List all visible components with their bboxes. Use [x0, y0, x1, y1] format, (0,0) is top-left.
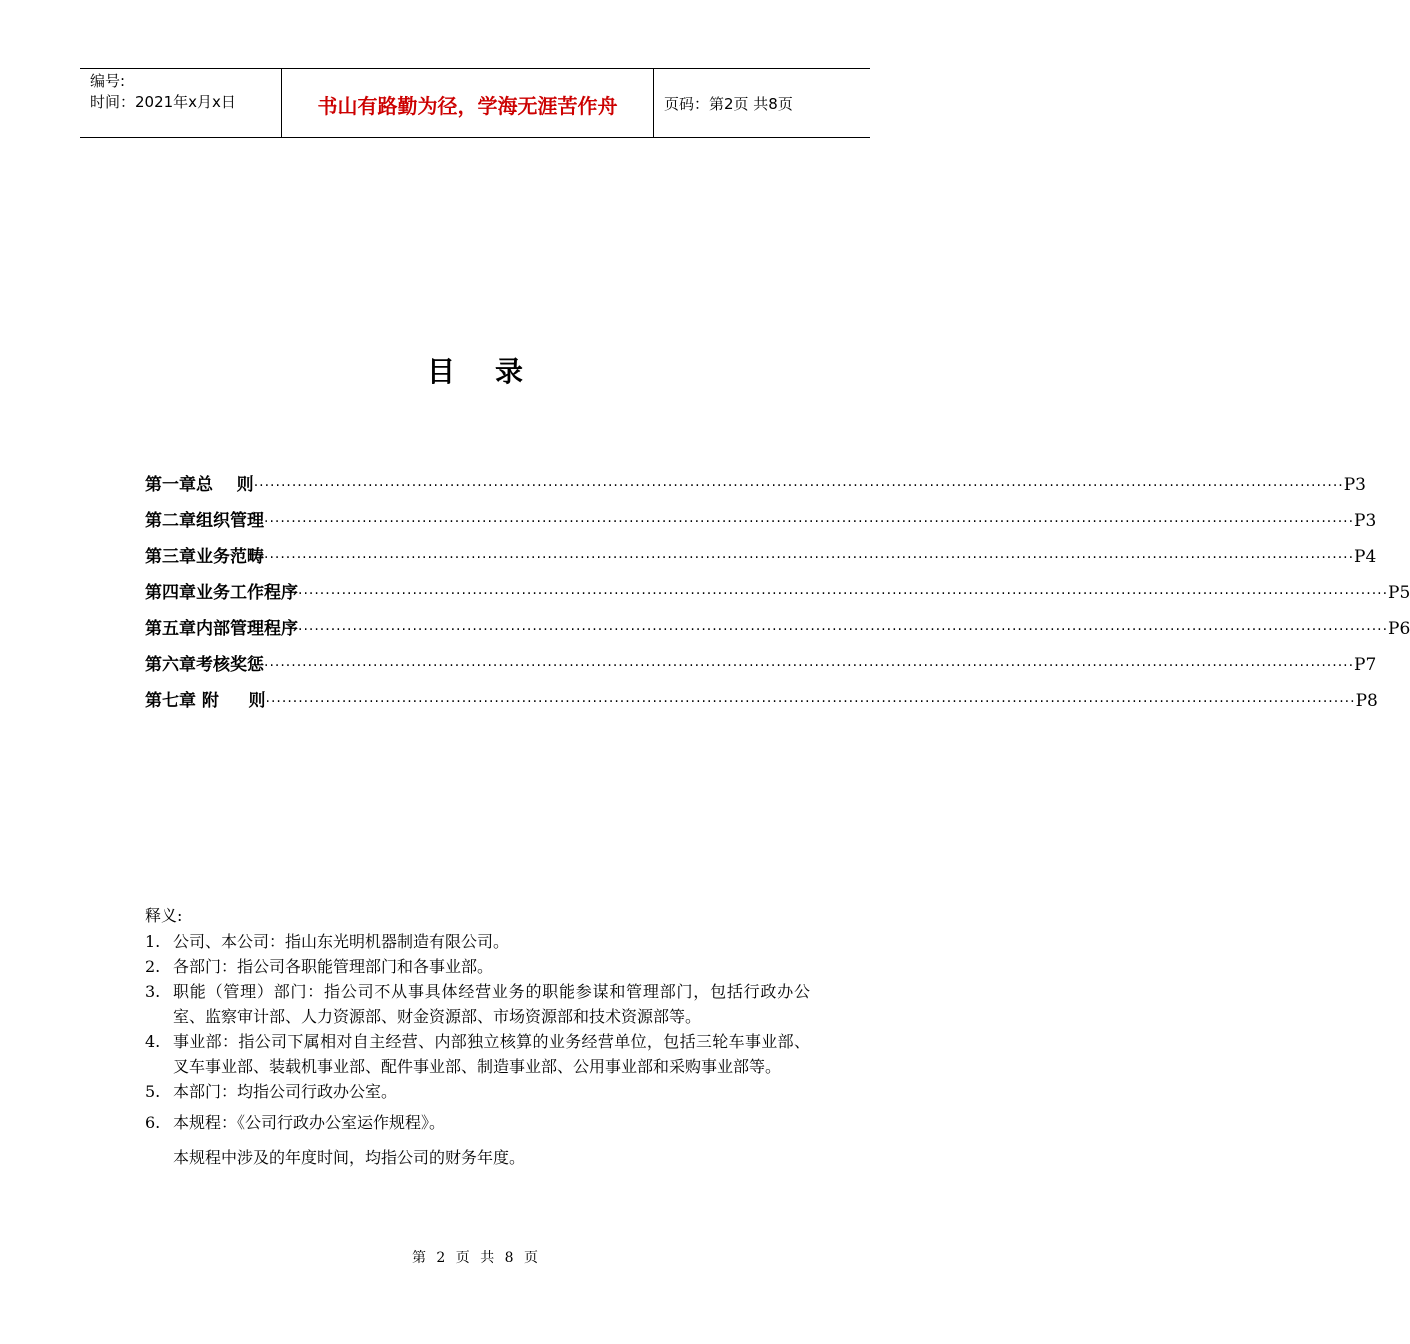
- definition-number: 3.: [145, 982, 161, 1001]
- definition-item: [145, 1029, 810, 1079]
- time-label: 时间：2021年x月x日: [90, 93, 236, 111]
- definition-number: 2.: [145, 957, 161, 976]
- definition-number: 4.: [145, 1032, 161, 1051]
- definition-number: 5.: [145, 1082, 161, 1101]
- page-footer: 第 2 页 共 8 页: [411, 1250, 539, 1266]
- toc-entry[interactable]: [145, 578, 1410, 614]
- toc-entry[interactable]: [145, 506, 1377, 542]
- toc-chapter: 第一章: [145, 475, 196, 495]
- header-motto: 书山有路勤为径，学海无涯苦作舟: [282, 69, 654, 137]
- definition-item: [145, 979, 810, 1029]
- toc-chapter-name: 业务工作程序: [196, 583, 298, 603]
- toc-leader-dots: ········································································································································································································: [264, 550, 1355, 566]
- page-header: [80, 68, 870, 138]
- definition-item: [145, 929, 810, 954]
- toc-leader-dots: ········································································································································································································: [264, 514, 1355, 530]
- toc-chapter-name: 业务范畴: [196, 547, 264, 567]
- toc-chapter-name: 组织管理: [196, 511, 264, 531]
- toc-chapter: 第六章: [145, 655, 196, 675]
- toc-leader-dots: ········································································································································································································: [298, 586, 1389, 602]
- toc-entry[interactable]: [145, 614, 1410, 650]
- definitions-note: 本规程中涉及的年度时间，均指公司的财务年度。: [173, 1148, 526, 1167]
- toc-title: 目录: [426, 355, 563, 388]
- toc-page-number: P4: [1354, 547, 1377, 567]
- definition-number: 1.: [145, 932, 161, 951]
- toc-page-number: P3: [1343, 475, 1366, 495]
- table-of-contents: [145, 470, 1410, 722]
- definition-text: 职能（管理）部门：指公司不从事具体经营业务的职能参谋和管理部门，包括行政办公室、监察审计部、人力资源部、财金资源部、市场资源部和技术资源部等。: [173, 982, 810, 1026]
- toc-page-number: P8: [1355, 691, 1378, 711]
- definition-item: [145, 954, 810, 979]
- toc-chapter-name: 考核奖惩: [196, 655, 264, 675]
- toc-chapter: 第三章: [145, 547, 196, 567]
- toc-entry[interactable]: [145, 542, 1377, 578]
- definitions-heading: 释义:: [145, 906, 183, 925]
- toc-page-number: P5: [1388, 583, 1410, 603]
- definition-text: 各部门：指公司各职能管理部门和各事业部。: [173, 957, 494, 976]
- toc-leader-dots: ········································································································································································································: [265, 694, 1356, 710]
- toc-chapter: 第五章: [145, 619, 196, 639]
- toc-entry[interactable]: [145, 650, 1377, 686]
- toc-chapter-name: 附 则: [196, 691, 266, 711]
- header-meta: [80, 69, 282, 137]
- definition-number: 6.: [145, 1113, 161, 1132]
- definition-text: 事业部：指公司下属相对自主经营、内部独立核算的业务经营单位，包括三轮车事业部、叉车事业部、装载机事业部、配件事业部、制造事业部、公用事业部和采购事业部等。: [173, 1032, 810, 1076]
- definition-text: 本部门：均指公司行政办公室。: [173, 1082, 398, 1101]
- header-page-info: 页码：第2页 共8页: [664, 94, 793, 113]
- definitions-section: [145, 903, 810, 1170]
- toc-page-number: P3: [1354, 511, 1377, 531]
- definition-item: [145, 1110, 810, 1135]
- toc-leader-dots: ········································································································································································································: [298, 622, 1389, 638]
- toc-page-number: P7: [1354, 655, 1377, 675]
- code-label: 编号:: [90, 72, 126, 90]
- toc-leader-dots: ········································································································································································································: [253, 478, 1344, 494]
- toc-entry[interactable]: [145, 470, 1366, 506]
- toc-chapter-name: 内部管理程序: [196, 619, 298, 639]
- definition-item: [145, 1079, 810, 1104]
- definition-text: 公司、本公司：指山东光明机器制造有限公司。: [173, 932, 510, 951]
- definition-text: 本规程：《公司行政办公室运作规程》。: [173, 1113, 446, 1132]
- toc-chapter: 第七章: [145, 691, 196, 711]
- toc-page-number: P6: [1388, 619, 1410, 639]
- toc-chapter: 第四章: [145, 583, 196, 603]
- toc-chapter-name: 总 则: [196, 475, 254, 495]
- toc-chapter: 第二章: [145, 511, 196, 531]
- toc-entry[interactable]: [145, 686, 1378, 722]
- toc-leader-dots: ········································································································································································································: [264, 658, 1355, 674]
